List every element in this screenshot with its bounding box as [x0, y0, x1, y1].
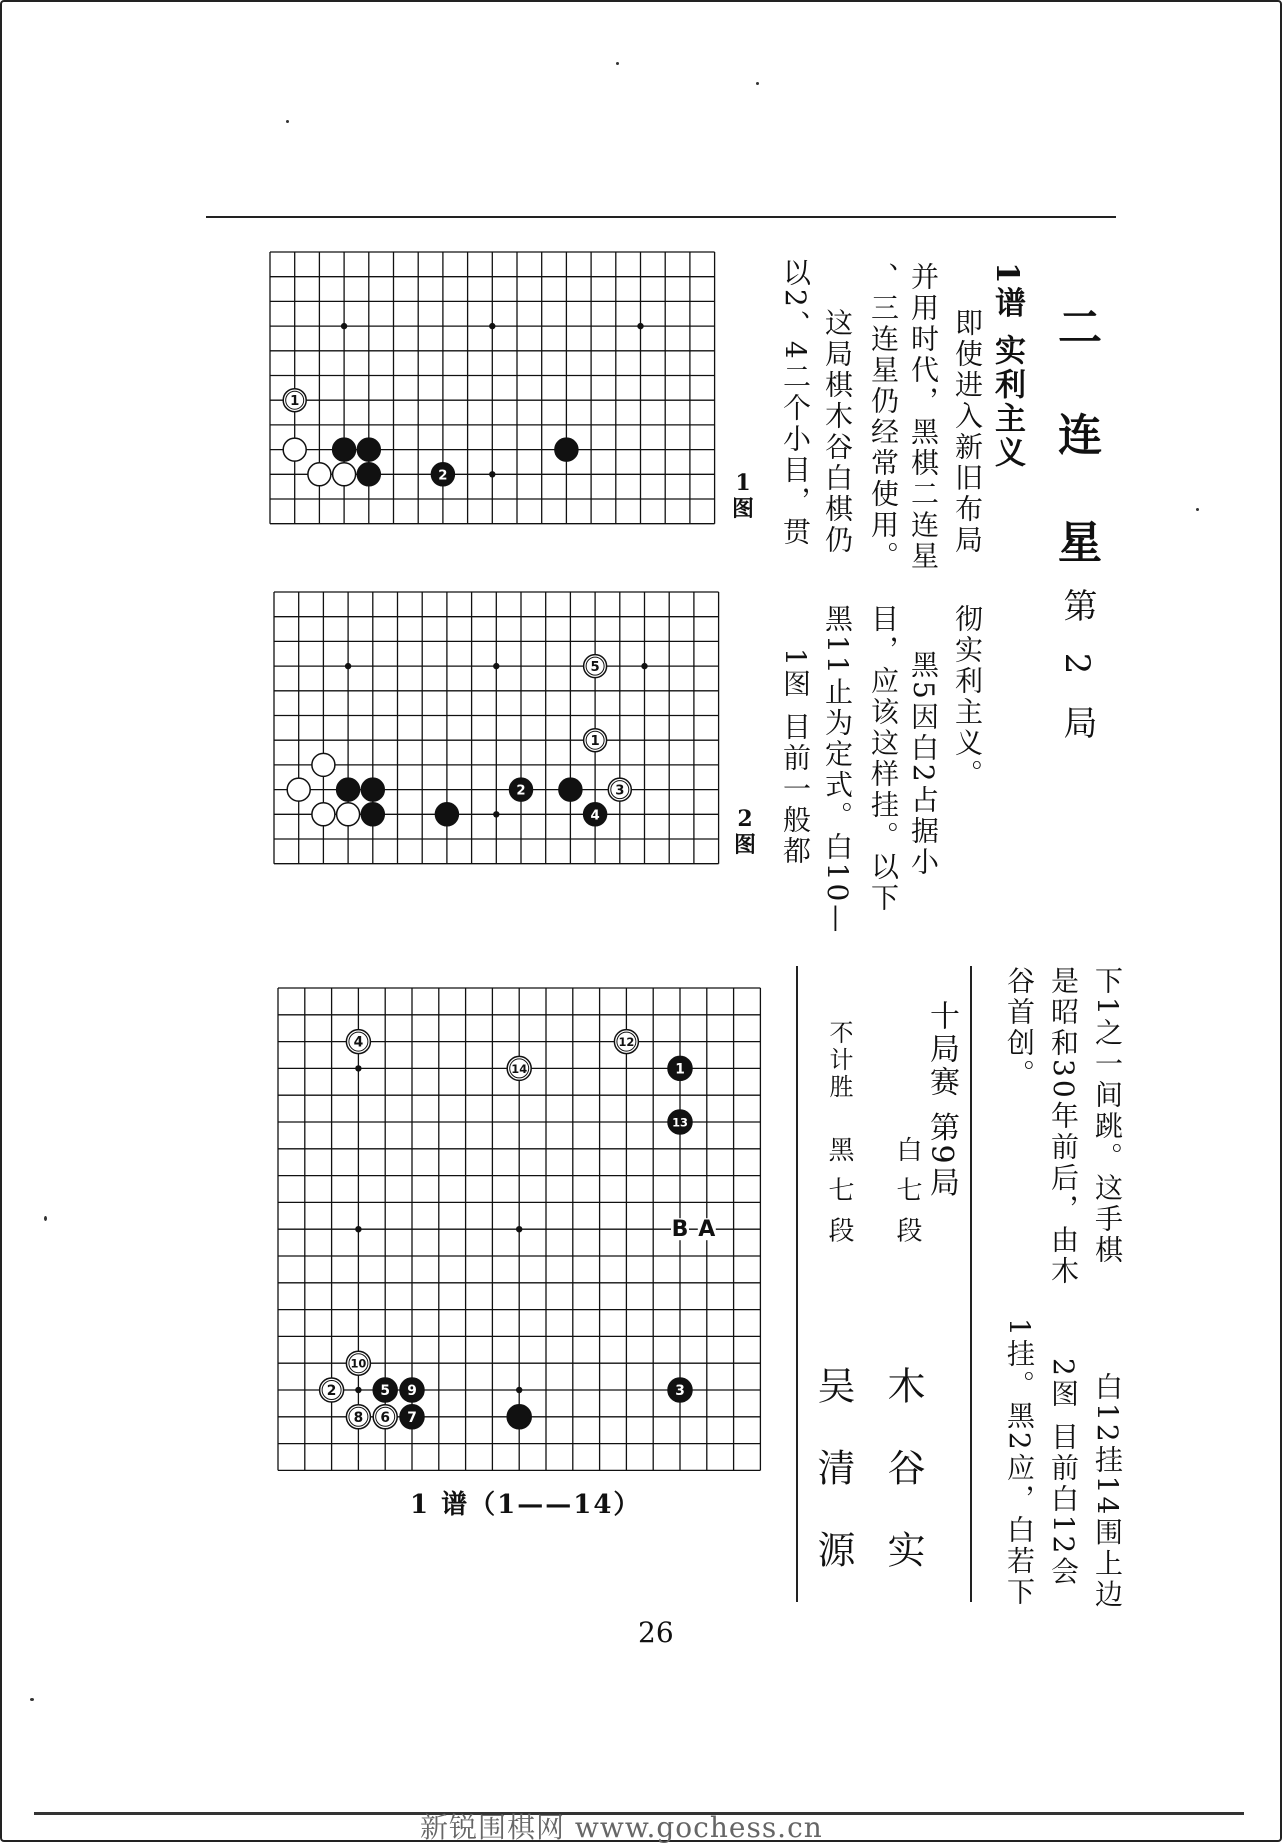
white-stone [283, 389, 306, 412]
fig1-label: 1图 [731, 470, 754, 522]
move-number: 3 [675, 1383, 685, 1399]
scan-speck [616, 62, 619, 65]
black-stone [357, 438, 380, 461]
commentary-line: 是昭和30年前后，由木 [1047, 966, 1080, 1287]
white-stone [337, 803, 360, 826]
black-stone [668, 1056, 692, 1080]
fig2-label: 2图 [733, 806, 756, 858]
black-stone [559, 778, 582, 801]
move-number: 9 [407, 1383, 417, 1399]
black-stone [668, 1378, 692, 1402]
move-number: 4 [353, 1034, 364, 1051]
scan-speck [44, 1216, 47, 1221]
commentary-line: 1挂。黑2应，白若下 [1003, 1318, 1036, 1608]
black-stone [555, 438, 578, 461]
move-number: 2 [438, 468, 448, 484]
move-number: 8 [353, 1409, 364, 1426]
white-stone [584, 729, 607, 752]
scan-speck [1196, 508, 1199, 511]
section-heading: 1谱 实利主义 [989, 262, 1025, 471]
star-point [641, 663, 647, 669]
scan-speck [30, 1698, 34, 1701]
commentary-line: 即使进入新旧布局 [951, 308, 984, 556]
board-marker: A [698, 1217, 716, 1243]
commentary-line: 目，应该这样挂。以下 [867, 604, 900, 914]
white-stone [287, 778, 310, 801]
white-stone [346, 1351, 370, 1375]
event-name: 十局赛 第9局 [924, 1000, 959, 1200]
white-stone [312, 753, 335, 776]
site-watermark: 新锐围棋网 www.gochess.cn [420, 1811, 823, 1844]
black-stone [357, 463, 380, 486]
star-point [341, 323, 347, 329]
move-number: 7 [407, 1409, 417, 1426]
board-marker: B [671, 1217, 689, 1243]
black-player: 吴 清 源 [811, 1366, 855, 1585]
white-stone [584, 655, 607, 678]
column-divider [970, 966, 972, 1602]
move-number: 5 [380, 1383, 391, 1399]
move-number: 2 [326, 1383, 337, 1399]
commentary-line: 、三连星仍经常使用。 [867, 262, 900, 572]
commentary-line: 这局棋木谷白棋仍 [821, 308, 854, 556]
black-stone [431, 463, 454, 486]
black-stone [400, 1378, 424, 1402]
game-record-board [276, 986, 766, 1462]
game-result: 不计胜 [825, 1020, 853, 1101]
white-stone [283, 438, 306, 461]
move-number: 4 [590, 808, 600, 824]
black-stone [435, 803, 458, 826]
commentary-line: 下1之一间跳。这手棋 [1091, 966, 1124, 1266]
white-stone [614, 1030, 638, 1054]
move-number: 2 [516, 783, 526, 799]
move-number: 13 [672, 1115, 688, 1130]
game-subtitle: 第 2 局 [1057, 588, 1097, 750]
star-point [355, 1387, 361, 1393]
white-stone [333, 463, 356, 486]
black-rank: 黑 七 段 [824, 1136, 854, 1246]
commentary-line: 并用时代，黑棋二连星 [907, 262, 940, 572]
move-number: 1 [290, 394, 300, 410]
black-stone [668, 1110, 692, 1134]
commentary-line: 以2、4二个小目，贯 [779, 258, 812, 548]
page-number: 26 [638, 1616, 674, 1649]
header-rule [206, 216, 1116, 218]
black-stone [361, 803, 384, 826]
star-point [493, 663, 499, 669]
black-stone [337, 778, 360, 801]
move-number: 10 [350, 1356, 367, 1371]
star-point [489, 471, 495, 477]
white-stone [608, 778, 631, 801]
white-stone [320, 1378, 344, 1402]
commentary-line: 1图 目前一般都 [779, 648, 812, 867]
black-stone [333, 438, 356, 461]
diagram-fig1 [268, 250, 718, 534]
star-point [345, 663, 351, 669]
white-stone [346, 1405, 370, 1429]
move-number: 3 [615, 783, 625, 799]
white-rank: 白 七 段 [892, 1136, 922, 1246]
star-point [493, 811, 499, 817]
star-point [489, 323, 495, 329]
diagram-fig2 [272, 590, 722, 874]
star-point [355, 1226, 361, 1232]
white-stone [308, 463, 331, 486]
chapter-title: 二 连 星 [1050, 304, 1101, 587]
move-number: 12 [618, 1035, 635, 1050]
white-stone [312, 803, 335, 826]
white-stone [507, 1056, 531, 1080]
black-stone [361, 778, 384, 801]
star-point [637, 323, 643, 329]
scan-speck [756, 82, 759, 85]
black-stone [510, 778, 533, 801]
move-number: 14 [511, 1061, 528, 1076]
commentary-line: 黑11止为定式。白10— [821, 604, 854, 936]
move-number: 5 [590, 660, 600, 676]
star-point [516, 1226, 522, 1232]
scan-speck [286, 120, 289, 123]
move-number: 6 [380, 1409, 391, 1426]
move-number: 1 [590, 734, 600, 750]
game-record-caption: 1 谱（1——14） [410, 1490, 642, 1520]
move-number: 1 [675, 1061, 685, 1078]
black-stone [400, 1405, 424, 1429]
white-stone [346, 1030, 370, 1054]
black-stone [584, 803, 607, 826]
commentary-line: 白12挂14围上边 [1091, 1372, 1124, 1611]
commentary-line: 彻实利主义。 [951, 604, 984, 790]
white-stone [373, 1405, 397, 1429]
commentary-line: 谷首创。 [1003, 966, 1036, 1090]
black-stone [373, 1378, 397, 1402]
column-divider [796, 966, 798, 1602]
star-point [355, 1065, 361, 1071]
star-point [516, 1387, 522, 1393]
commentary-line: 2图 目前白12会 [1047, 1358, 1080, 1588]
white-player: 木 谷 实 [881, 1366, 925, 1585]
black-stone [507, 1405, 531, 1429]
commentary-line: 黑5因白2占据小 [907, 650, 940, 878]
